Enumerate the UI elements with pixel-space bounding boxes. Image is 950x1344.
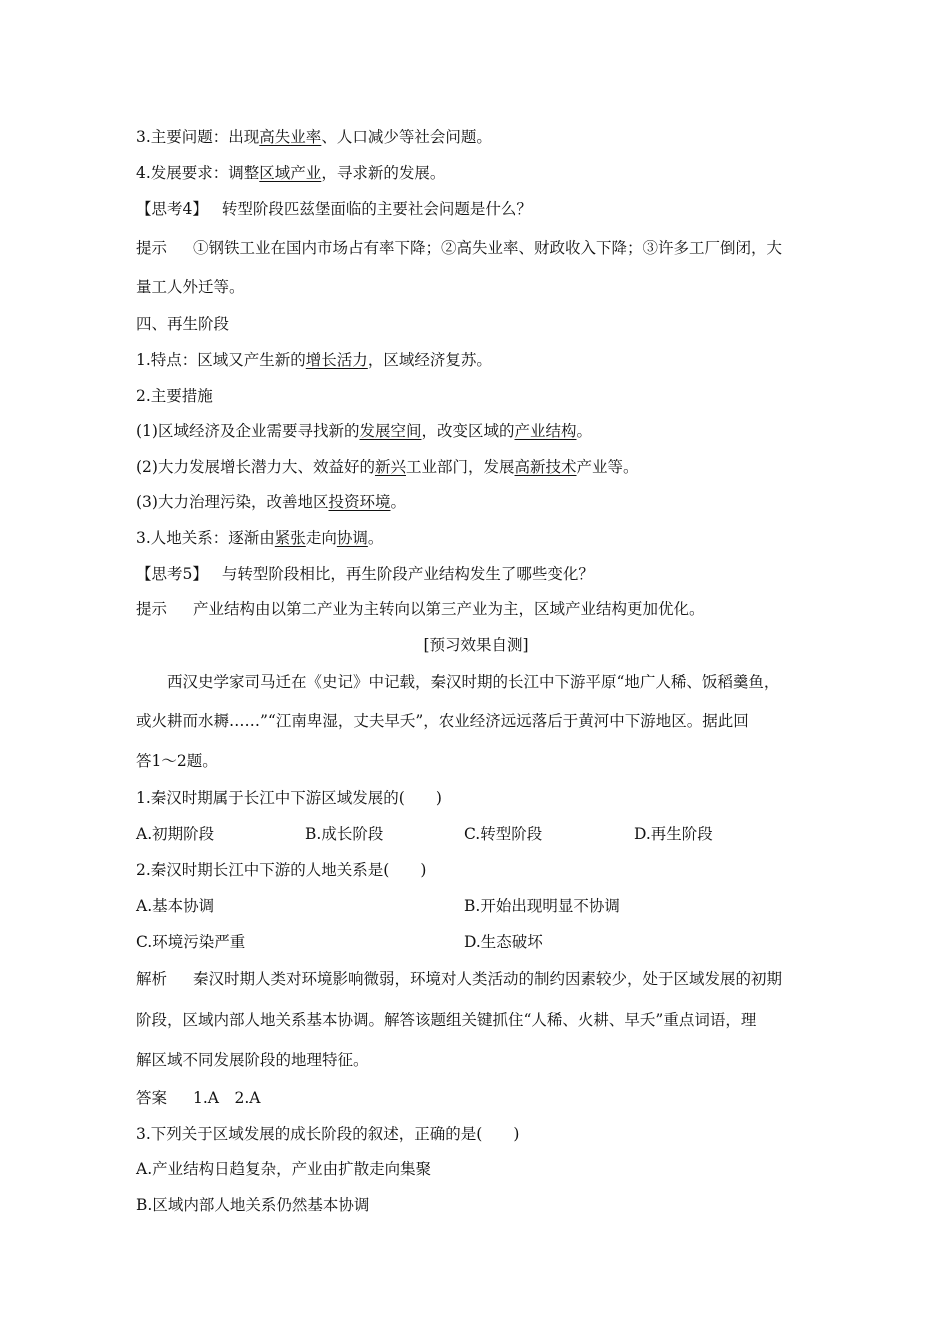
item-text: 产业等。 bbox=[576, 458, 639, 476]
underlined-keyword: 紧张 bbox=[274, 529, 306, 547]
hint-4-line-2 bbox=[136, 277, 836, 297]
section-title: [预习效果自测] bbox=[423, 636, 529, 654]
transition-item-4 bbox=[136, 163, 836, 183]
item-text: 1.特点：区域又产生新的 bbox=[136, 351, 306, 369]
analysis-line-1 bbox=[136, 969, 836, 989]
item-text: 走向 bbox=[305, 529, 337, 547]
answer-text: 1.A 2.A bbox=[193, 1089, 261, 1107]
q2-option-a: A.基本协调 bbox=[136, 897, 215, 915]
item-text: 3.主要问题：出现 bbox=[136, 128, 260, 146]
selftest-title bbox=[136, 635, 816, 655]
item-text: ，改变区域的 bbox=[421, 422, 515, 440]
hint-5 bbox=[136, 599, 836, 619]
measure-3 bbox=[136, 492, 836, 512]
hint-4-line-1 bbox=[136, 238, 836, 258]
think-label: 【思考5】 bbox=[136, 565, 208, 583]
item-text: 。 bbox=[390, 493, 406, 511]
analysis-text: 阶段，区域内部人地关系基本协调。解答该题组关键抓住“人稀、火耕、早夭”重点词语，理 bbox=[136, 1011, 757, 1029]
think-4 bbox=[136, 199, 836, 219]
think-label: 【思考4】 bbox=[136, 200, 208, 218]
item-text: (1)区域经济及企业需要寻找新的 bbox=[136, 422, 360, 440]
answer-label: 答案 bbox=[136, 1089, 168, 1107]
q1-option-a: A.初期阶段 bbox=[136, 825, 215, 843]
item-text: 工业部门，发展 bbox=[405, 458, 515, 476]
hint-text: 量工人外迁等。 bbox=[136, 278, 245, 296]
item-text: (2)大力发展增长潜力大、效益好的 bbox=[136, 458, 375, 476]
regen-item-2 bbox=[136, 386, 836, 406]
think-question: 转型阶段匹兹堡面临的主要社会问题是什么？ bbox=[221, 200, 532, 218]
underlined-keyword: 区域产业 bbox=[259, 164, 322, 182]
think-question: 与转型阶段相比，再生阶段产业结构发生了哪些变化？ bbox=[221, 565, 594, 583]
analysis-line-2 bbox=[136, 1010, 836, 1030]
transition-item-3 bbox=[136, 127, 836, 147]
q1-option-b: B.成长阶段 bbox=[305, 825, 384, 843]
passage-text: 或火耕而水耨……”“江南卑湿，丈夫早夭”，农业经济远远落后于黄河中下游地区。据此回 bbox=[136, 712, 749, 730]
analysis-text: 秦汉时期人类对环境影响微弱，环境对人类活动的制约因素较少，处于区域发展的初期 bbox=[193, 970, 783, 988]
measure-2 bbox=[136, 457, 836, 477]
passage-text: 西汉史学家司马迁在《史记》中记载，秦汉时期的长江中下游平原“地广人稀、饭稻羹鱼， bbox=[167, 673, 780, 691]
passage-text: 答1～2题。 bbox=[136, 752, 218, 770]
hint-label: 提示 bbox=[136, 600, 168, 618]
q1-option-c: C.转型阶段 bbox=[464, 825, 543, 843]
section-heading: 四、再生阶段 bbox=[136, 315, 230, 333]
question-stem: 3.下列关于区域发展的成长阶段的叙述，正确的是( ) bbox=[136, 1125, 520, 1143]
regen-item-1 bbox=[136, 350, 836, 370]
regen-item-3 bbox=[136, 528, 836, 548]
hint-label: 提示 bbox=[136, 239, 168, 257]
analysis-text: 解区域不同发展阶段的地理特征。 bbox=[136, 1051, 369, 1069]
option-text: B.区域内部人地关系仍然基本协调 bbox=[136, 1196, 370, 1214]
underlined-keyword: 新兴 bbox=[374, 458, 406, 476]
hint-text: ①钢铁工业在国内市场占有率下降；②高失业率、财政收入下降；③许多工厂倒闭，大 bbox=[193, 239, 783, 257]
measure-1 bbox=[136, 421, 836, 441]
passage-line-3 bbox=[136, 751, 836, 771]
analysis-label: 解析 bbox=[136, 970, 168, 988]
question-stem: 2.秦汉时期长江中下游的人地关系是( ) bbox=[136, 861, 427, 879]
question-3-stem bbox=[136, 1124, 836, 1144]
q2-option-b: B.开始出现明显不协调 bbox=[464, 897, 620, 915]
answer-line bbox=[136, 1088, 836, 1108]
item-text: 2.主要措施 bbox=[136, 387, 213, 405]
underlined-keyword: 发展空间 bbox=[359, 422, 422, 440]
item-text: (3)大力治理污染，改善地区 bbox=[136, 493, 329, 511]
passage-line-2 bbox=[136, 711, 836, 731]
think-5 bbox=[136, 564, 836, 584]
item-text: 。 bbox=[367, 529, 384, 547]
underlined-keyword: 增长活力 bbox=[305, 351, 368, 369]
item-text: 4.发展要求：调整 bbox=[136, 164, 260, 182]
analysis-line-3 bbox=[136, 1050, 836, 1070]
question-1-stem bbox=[136, 788, 836, 808]
underlined-keyword: 高失业率 bbox=[259, 128, 322, 146]
underlined-keyword: 协调 bbox=[336, 529, 368, 547]
underlined-keyword: 投资环境 bbox=[328, 493, 391, 511]
question-2-stem bbox=[136, 860, 836, 880]
underlined-keyword: 产业结构 bbox=[514, 422, 577, 440]
q2-option-d: D.生态破坏 bbox=[464, 933, 543, 951]
item-text: 3.人地关系：逐渐由 bbox=[136, 529, 275, 547]
section-heading-regen bbox=[136, 314, 836, 334]
q1-option-d: D.再生阶段 bbox=[634, 825, 713, 843]
item-text: ，寻求新的发展。 bbox=[321, 164, 446, 182]
item-text: ，区域经济复苏。 bbox=[367, 351, 492, 369]
passage-line-1 bbox=[136, 672, 836, 692]
question-stem: 1.秦汉时期属于长江中下游区域发展的( ) bbox=[136, 789, 442, 807]
q3-option-b bbox=[136, 1195, 836, 1215]
item-text: 。 bbox=[576, 422, 593, 440]
underlined-keyword: 高新技术 bbox=[514, 458, 577, 476]
item-text: 、人口减少等社会问题。 bbox=[321, 128, 492, 146]
q2-option-c: C.环境污染严重 bbox=[136, 933, 246, 951]
option-text: A.产业结构日趋复杂，产业由扩散走向集聚 bbox=[136, 1160, 432, 1178]
q3-option-a bbox=[136, 1159, 836, 1179]
hint-text: 产业结构由以第二产业为主转向以第三产业为主，区域产业结构更加优化。 bbox=[193, 600, 705, 618]
